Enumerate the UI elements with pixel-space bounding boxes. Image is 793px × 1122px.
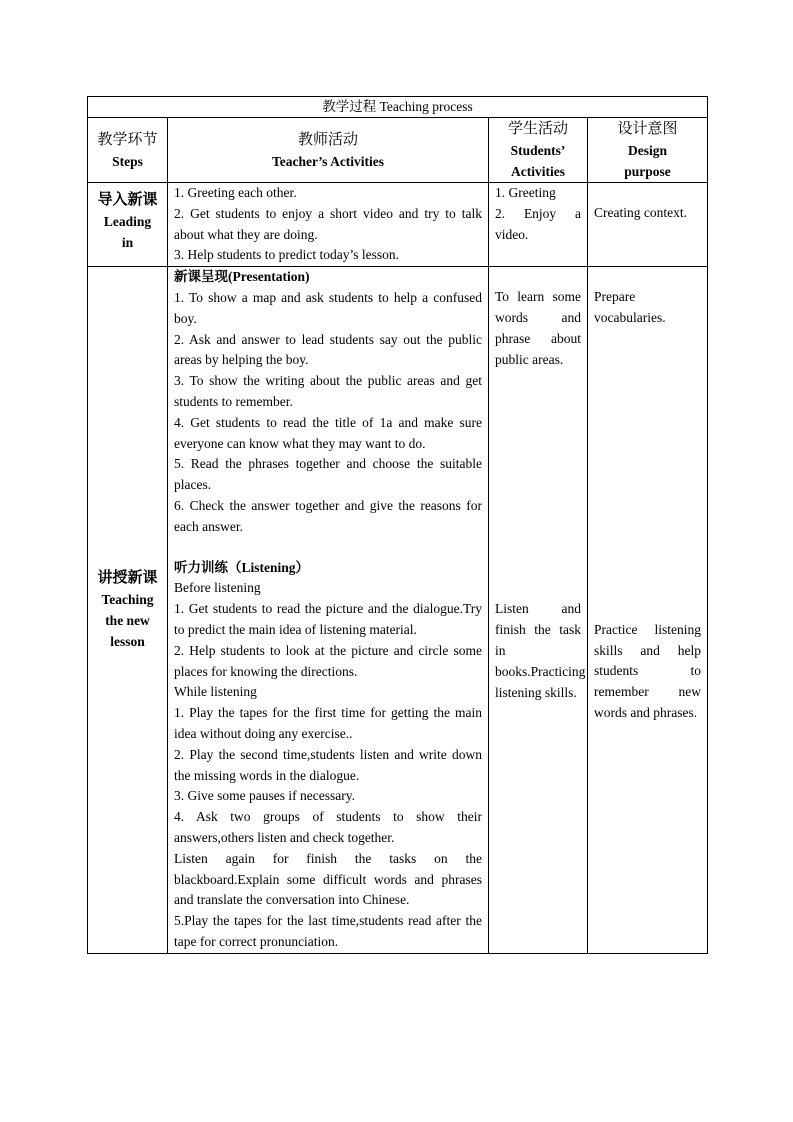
before-listening-item: 2. Help students to look at the picture and circle some places for knowing the directions. (174, 642, 482, 679)
presentation-item: 6. Check the answer together and give the reasons for each answer. (174, 497, 482, 534)
teaching-teacher (168, 267, 489, 954)
students-header-en-1: Students’ (510, 143, 566, 158)
leading-design (588, 183, 708, 267)
leading-students-item: 2. Enjoy a video. (495, 205, 581, 242)
leading-teacher-item: 3. Help students to predict today’s lesson. (174, 247, 399, 263)
leading-design-text: Creating context. (594, 205, 687, 220)
table-title: 教学过程 Teaching process (88, 97, 708, 118)
leading-teacher (168, 183, 489, 267)
teaching-students (489, 267, 588, 954)
title-row (88, 97, 708, 118)
presentation-item: 3. To show the writing about the public areas and get students to remember. (174, 373, 482, 409)
students-header (489, 118, 588, 183)
steps-header-en: Steps (112, 153, 143, 169)
while-listening-item: 3. Give some pauses if necessary. (174, 788, 355, 804)
students-listening-text: Listen and finish the task in books.Practicing listening skills. (495, 601, 586, 700)
presentation-heading: 新课呈现(Presentation) (174, 269, 310, 285)
students-header-en-2: Activities (511, 164, 565, 179)
students-presentation-text: To learn some words and phrase about public areas. (495, 289, 581, 367)
design-header-cn: 设计意图 (617, 121, 678, 137)
teaching-step-en-1: Teaching (101, 592, 154, 608)
leading-row (88, 183, 708, 267)
leading-step-en-1: Leading (103, 214, 152, 229)
presentation-item: 1. To show a map and ask students to help a confused boy. (174, 289, 482, 326)
while-listening-item: 4. Ask two groups of students to show their answers,others listen and check together. (174, 809, 482, 845)
teaching-step (88, 267, 168, 954)
teacher-header (168, 118, 489, 183)
leading-step-en-2: in (121, 235, 134, 250)
listening-heading: 听力训练（Listening） (174, 559, 310, 575)
teaching-design (588, 267, 708, 954)
steps-header-cn: 教学环节 (97, 131, 158, 148)
while-listening-item: 2. Play the second time,students listen and write down the missing words in the dialogue. (174, 746, 482, 783)
design-header-en-1: Design (628, 143, 668, 158)
before-listening-item: 1. Get students to read the picture and the dialogue.Try to predict the main idea of listening material. (174, 601, 482, 637)
before-listening-label: Before listening (174, 580, 261, 596)
teaching-row (88, 267, 708, 954)
header-row (88, 118, 708, 183)
while-listening-item: 5.Play the tapes for the last time,students read after the tape for correct pronunciation. (174, 913, 482, 949)
design-presentation-text: Prepare vocabularies. (594, 289, 666, 325)
teacher-header-cn: 教师活动 (297, 131, 358, 148)
leading-step (88, 183, 168, 267)
leading-teacher-item: 2. Get students to enjoy a short video and try to talk about what they are doing. (174, 205, 482, 242)
presentation-item: 4. Get students to read the title of 1a and make sure everyone can know what they may want to do. (174, 414, 482, 451)
presentation-item: 5. Read the phrases together and choose the suitable places. (174, 456, 482, 493)
teaching-step-cn: 讲授新课 (97, 570, 158, 587)
teaching-process-table (87, 96, 708, 954)
teacher-header-en: Teacher’s Activities (271, 153, 385, 169)
teaching-step-en-3: lesson (110, 634, 145, 650)
while-listening-item: 1. Play the tapes for the first time for getting the main idea without doing any exercise.. (174, 705, 482, 741)
design-header (588, 118, 708, 183)
while-listening-item: Listen again for finish the tasks on the blackboard.Explain some difficult words and phrases and translate the conversation into Chinese. (174, 850, 482, 908)
presentation-item: 2. Ask and answer to lead students say out the public areas by helping the boy. (174, 331, 482, 368)
design-header-en-2: purpose (624, 164, 671, 179)
while-listening-label: While listening (174, 684, 257, 700)
leading-step-cn: 导入新课 (97, 192, 158, 208)
teaching-step-en-2: the new (105, 613, 150, 629)
leading-teacher-item: 1. Greeting each other. (174, 185, 297, 200)
design-listening-text: Practice listening skills and help students to remember new words and phrases. (594, 621, 702, 720)
students-header-cn: 学生活动 (507, 121, 568, 137)
leading-students (489, 183, 588, 267)
leading-students-item: 1. Greeting (495, 185, 556, 200)
steps-header (88, 118, 168, 183)
